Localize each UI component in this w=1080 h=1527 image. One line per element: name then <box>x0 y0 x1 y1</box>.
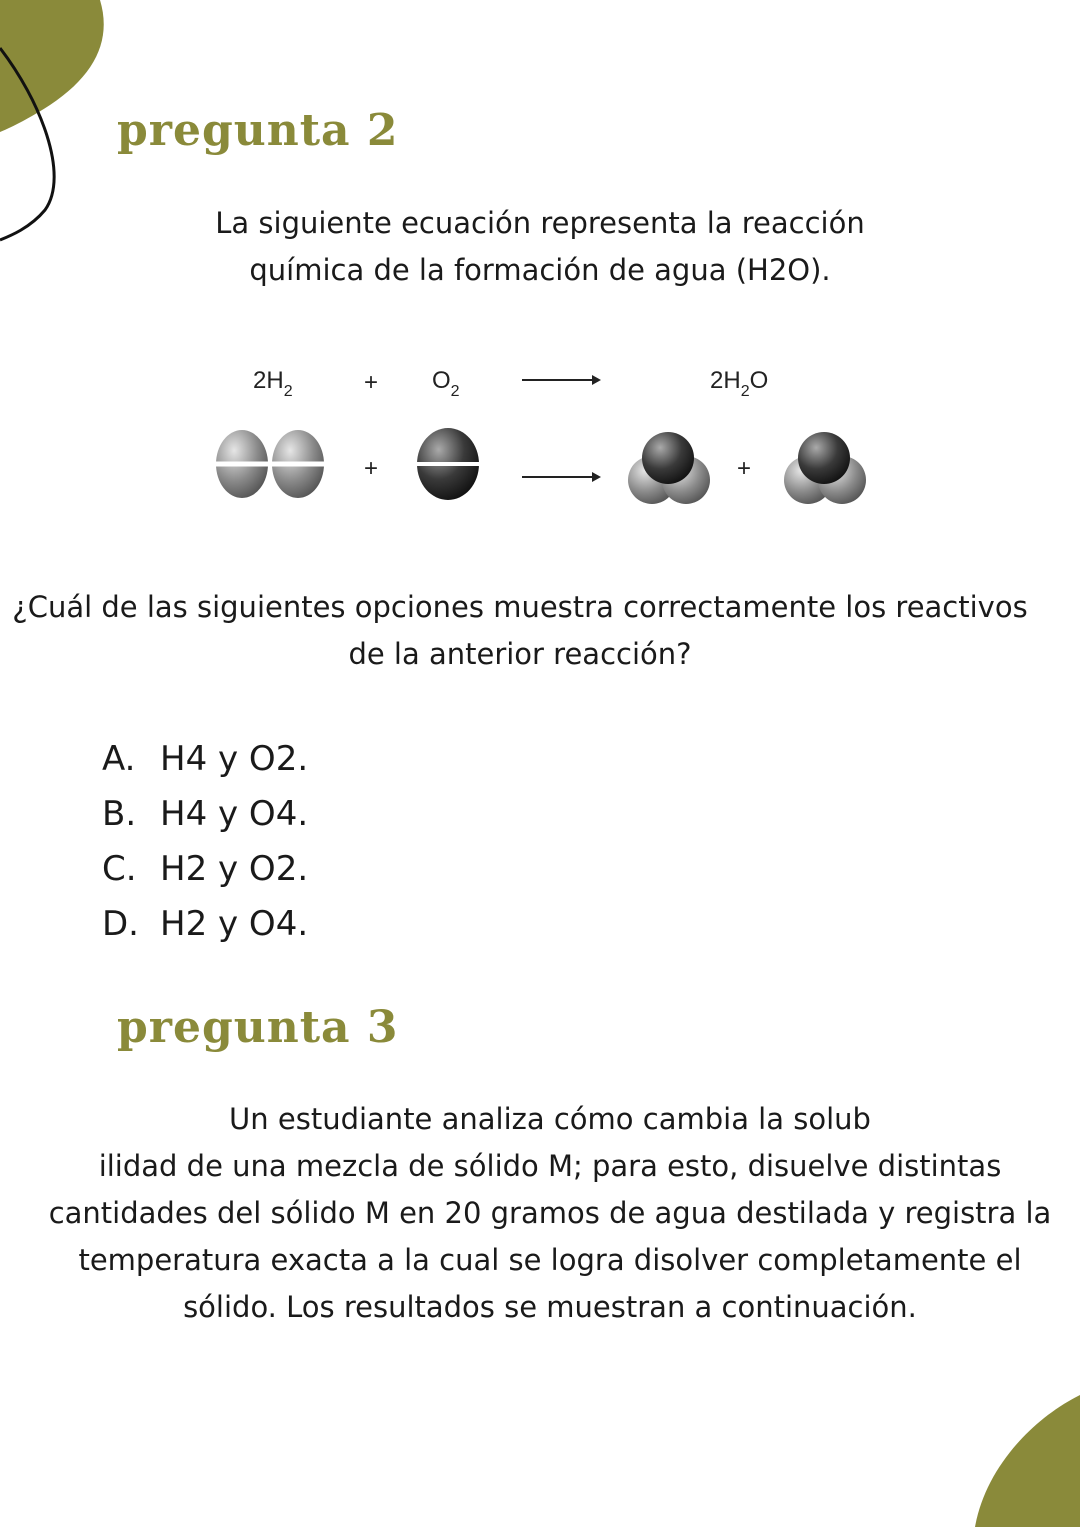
option-a[interactable]: A. H4 y O2. <box>102 739 309 779</box>
question-2-prompt <box>0 584 1040 678</box>
reaction-arrow <box>522 472 601 482</box>
intro-line: química de la formación de agua (H2O). <box>249 253 831 287</box>
question-3-heading: pregunta 3 <box>117 1002 399 1053</box>
bottom-right-blob <box>975 1395 1080 1527</box>
o2-molecule-icon <box>417 428 479 500</box>
h2-molecule-icon <box>216 430 268 498</box>
body-line: sólido. Los resultados se muestran a continuación. <box>183 1290 917 1324</box>
plus-sign: + <box>364 455 379 482</box>
plus-sign: + <box>737 455 752 482</box>
reaction-equation-diagram <box>200 350 900 520</box>
option-b[interactable]: B. H4 y O4. <box>102 794 309 834</box>
option-c[interactable]: C. H2 y O2. <box>102 849 309 889</box>
answer-options <box>102 732 308 952</box>
question-3-body <box>10 1096 1080 1331</box>
reaction-arrow <box>522 375 601 385</box>
question-2-intro <box>140 200 940 294</box>
product-h2o-label: $2H_2O$ <box>710 367 769 400</box>
body-line: temperatura exacta a la cual se logra disolver completamente el <box>78 1243 1022 1277</box>
h2-molecule-icon <box>272 430 324 498</box>
body-line: cantidades del sólido M en 20 gramos de agua destilada y registra la <box>48 1196 1052 1230</box>
plus-sign: + <box>364 369 379 396</box>
top-left-blob <box>0 0 104 132</box>
body-line: Un estudiante analiza cómo cambia la solub <box>229 1102 871 1136</box>
reactant-o2-label: $O_2$ <box>432 367 460 400</box>
intro-line: La siguiente ecuación representa la reacción <box>215 206 865 240</box>
prompt-line: de la anterior reacción? <box>348 637 692 671</box>
reactant-h2-label: $2H_2$ <box>253 367 293 400</box>
question-2-heading: pregunta 2 <box>117 105 399 156</box>
body-line: ilidad de una mezcla de sólido M; para esto, disuelve distintas <box>98 1149 1002 1183</box>
option-d[interactable]: D. H2 y O4. <box>102 904 309 944</box>
h2o-molecule-icon <box>784 432 866 504</box>
prompt-line: ¿Cuál de las siguientes opciones muestra correctamente los reactivos <box>12 590 1028 624</box>
h2o-molecule-icon <box>628 432 710 504</box>
